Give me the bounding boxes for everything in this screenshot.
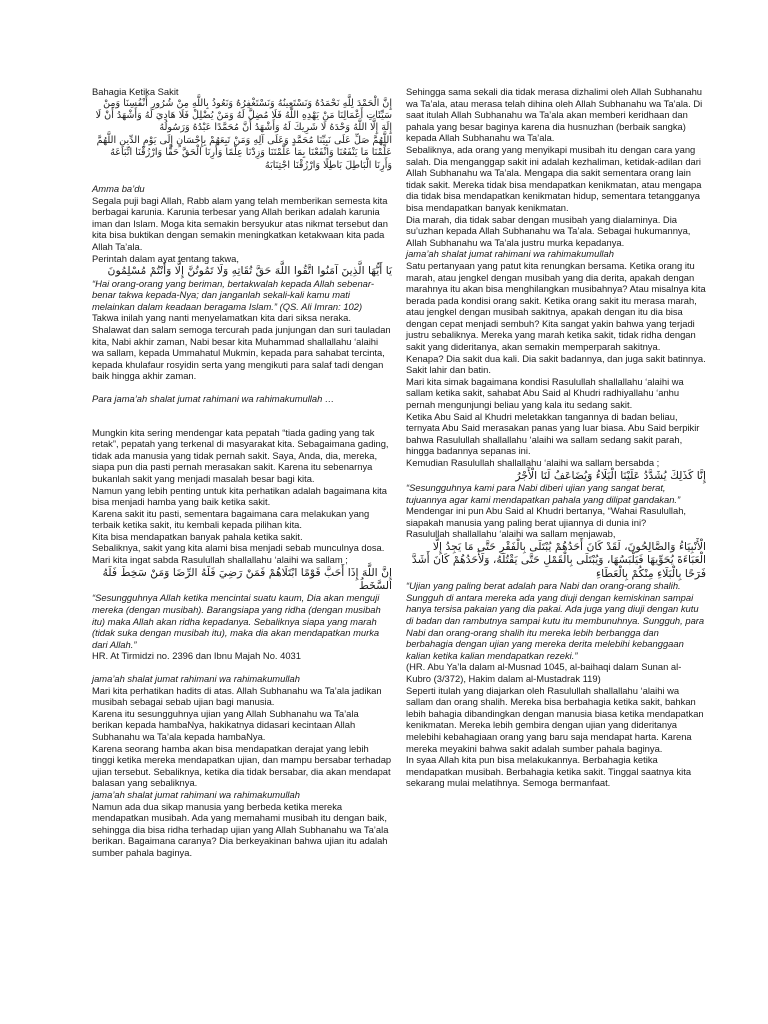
paragraph: Mendengar ini pun Abu Said al Khudri bertanya, “Wahai Rasulullah, siapakah manusia yang paling berat ujiannya di dunia ini?: [406, 505, 687, 528]
paragraph: Mungkin kita sering mendengar kata pepatah “tiada gading yang tak retak”, pepatah yang terkenal di masyarakat kita. Sebagaimana gading, tidak ada manusia yang tidak pernah sakit. Saya, Anda, dia, mereka, siapa pun dia pasti pernah merasakan sakit. Karena itu sebenarnya bukanlah sakit yang menjadi masalah besar bagi kita.: [92, 426, 389, 484]
italic-paragraph: “Ujian yang paling berat adalah para Nabi dan orang-orang shalih. Sungguh di antara mereka ada yang diuji dengan kemiskinan sampai hanya tersisa pakaian yang dia pakai. Ada juga yang diuji dengan kutu di badan dan rambutnya sampai kutu itu membunuhnya. Sungguh, para Nabi dan orang-orang shalih itu mereka lebih berbangga dan berbahagia dengan ujian yang mereka derita melebihi kebanggaan kalian ketika kalian mendapatkan rezeki.”: [406, 580, 705, 661]
right-column: [406, 86, 706, 789]
paragraph: Karena seorang hamba akan bisa mendapatkan derajat yang lebih tinggi ketika mereka mendapatkan ujian, dan mampu bersabar terhadap ujian tersebut. Sebaliknya, ketika dia tidak bersabar, dia akan mendapat balasan yang sebaliknya.: [92, 742, 392, 789]
spacer: [92, 662, 392, 673]
paragraph: Rasulullah shallallahu ‘alaihi wa sallam menjawab,: [406, 528, 616, 540]
paragraph: Mari kita simak bagaimana kondisi Rasulullah shallallahu ‘alaihi wa sallam ketika sakit, sahabat Abu Said al Khudri radhiyallahu ‘anhu pernah mengunjungi beliau yang kala itu sedang sakit.: [406, 375, 684, 411]
paragraph: Namun yang lebih penting untuk kita perhatikan adalah bagaimana kita bisa menjadi hamba yang baik ketika sakit.: [92, 484, 387, 508]
paragraph: Kemudian Rasulullah shallallahu ‘alaihi wa sallam bersabda ;: [406, 457, 660, 468]
spacer: [92, 382, 392, 393]
italic-paragraph: Amma ba’du: [92, 183, 145, 195]
paragraph: Segala puji bagi Allah, Rabb alam yang telah memberikan semesta kita berbagai karunia. Karunia terbesar yang Allah berikan adalah karunia iman dan Islam. Moga kita semakin bersyukur atas nikmat tersebut dan kita bisa buktikan dengan semakin meningkatkan ketakwaan kita pada Allah Ta’ala.: [92, 194, 388, 252]
paragraph: Shalawat dan salam semoga tercurah pada junjungan dan suri tauladan kita, Nabi akhir zaman, Nabi besar kita Muhammad shallallahu ‘alaihi wa sallam, kepada Ummahatul Mukmin, kepada para sahabat tercinta, kepada khulafaur rosyidin serta yang mengikuti para salaf tadi dengan baik hingga akhir zaman.: [92, 323, 391, 382]
paragraph: Ketika Abu Said al Khudri meletakkan tangannya di badan beliau, ternyata Abu Said merasakan panas yang luar biasa. Abu Said berpikir bahwa Rasulullah shallallahu ‘alaihi wa sallam sedang sakit parah, hingga badannya sepanas ini.: [406, 410, 700, 457]
arabic-verse: إِنَّا كَذَلِكَ يُشَدَّدُ عَلَيْنَا الْبَلَاءُ وَيُضَاعَفُ لَنَا الْأَجْرُ: [515, 468, 706, 482]
paragraph: Sebaliknya, ada orang yang menyikapi musibah itu dengan cara yang salah. Dia menganggap sakit ini adalah kezhaliman, ketidak-adilan dari Allah Subhanahu wa Ta’ala. Mengapa dia sakit sementara orang lain tidak sakit. Mereka tidak bisa mendapatkan kenikmatan, atau mengapa dia tidak bisa mendapatkan kenikmatan hidup, sementara tetangganya bisa mendapatkan banyak kenikmatan.: [406, 143, 702, 213]
italic-paragraph: jama’ah shalat jumat rahimani wa rahimakumullah: [92, 673, 300, 685]
paragraph: Kenapa? Dia sakit dua kali. Dia sakit badannya, dan juga sakit batinnya. Sakit lahir dan batin.: [406, 352, 706, 376]
arabic-verse: الْأَنْبِيَاءُ وَالصَّالِحُونَ، لَقَدْ كَانَ أَحَدُهُمْ يُبْتَلَى بِالْفَقْرِ حَتَّى مَا يَجِدُ إِلَّا الْعَبَاءَةَ يُحَوِّيهَا فَيَلْبَسُهَا، وَيُبْتَلَى بِالْقَمْلِ حَتَّى يَقْتُلَهُ، وَلَأَحَدُهُمْ كَانَ أَشَدَّ فَرَحًا بِالْبَلَاءِ مِنْكُمْ بِالْعَطَاءِ: [411, 539, 706, 580]
arabic-verse: يَا أَيُّهَا الَّذِينَ آمَنُوا اتَّقُوا اللَّهَ حَقَّ تُقَاتِهِ وَلَا تَمُوتُنَّ إِلَّا وَأَنْتُمْ مُسْلِمُونَ: [107, 264, 392, 278]
italic-paragraph: jama’ah shalat jumat rahimani wa rahimakumullah: [92, 788, 300, 800]
paragraph: Takwa inilah yang nanti menyelamatkan kita dari siksa neraka.: [92, 312, 351, 324]
paragraph: In syaa Allah kita pun bisa melakukannya. Berbahagia ketika mendapatkan musibah. Berbahagia ketika sakit. Tinggal saatnya kita sekarang mulai melatihnya. Semoga bermanfaat.: [406, 754, 692, 789]
italic-paragraph: “Sesungguhnya kami para Nabi diberi ujian yang sangat berat, tujuannya agar kami mendapatkan pahala yang dilipat gandakan.”: [406, 482, 681, 505]
paragraph: Sehingga sama sekali dia tidak merasa dizhalimi oleh Allah Subhanahu wa Ta’ala, atau merasa telah dihina oleh Allah Subhanahu wa Ta’ala. Di saat itulah Allah Subhanahu wa Ta’ala akan memberi keridhaan dan pahala yang besar baginya karena dia husnuzhan (berbaik sangka) kepada Allah Subhanahu wa Ta’ala.: [406, 86, 703, 144]
spacer: [92, 405, 392, 416]
italic-paragraph: “Hai orang-orang yang beriman, bertakwalah kepada Allah sebenar-benar takwa kepada-Nya; dan janganlah sekali-kali kamu mati melainkan dalam keadaan beragama Islam.” (QS. Ali Imran: 102): [92, 277, 374, 312]
paragraph: Karena itu sesungguhnya ujian yang Allah Subhanahu wa Ta’ala berikan kepada hambaNya, hakikatnya didasari kecintaan Allah Subhanahu wa Ta’ala kepada hambaNya.: [92, 707, 359, 742]
arabic-text: اللَّهُمَّ صَلِّ عَلَى نَبِيِّنَا مُحَمَّدٍ وَعَلَى آلِهِ وَمَنْ تَبِعَهُمْ بِإِحْسَانٍ إِلَى يَوْمِ الدِّينِ اللَّهُمَّ عَلِّمْنَا مَا يَنْفَعُنَا وَانْفَعْنَا بِمَا عَلَّمْتَنَا وَزِدْنَا عِلْمًا وَأَرِنَا الْحَقَّ حَقًّا وَارْزُقْنَا اتِّبَاعَهُ وَأَرِنَا الْبَاطِلَ بَاطِلًا وَارْزُقْنَا اجْتِنَابَهُ: [96, 134, 392, 171]
arabic-text: إِنَّ الْحَمْدَ لِلَّهِ نَحْمَدُهُ وَنَسْتَعِينُهُ وَنَسْتَغْفِرُهُ وَنَعُوذُ بِاللَّهِ مِنْ شُرُورِ أَنْفُسِنَا وَمِنْ سَيِّئَاتِ أَعْمَالِنَا مَنْ يَهْدِهِ اللَّهُ فَلَا مُضِلَّ لَهُ وَمَنْ يُضْلِلْ فَلَا هَادِيَ لَهُ وَأَشْهَدُ أَنْ لَا إِلَهَ إِلَّا اللَّهُ وَحْدَهُ لَا شَرِيكَ لَهُ وَأَشْهَدُ أَنَّ مُحَمَّدًا عَبْدُهُ وَرَسُولُهُ: [95, 97, 392, 134]
paragraph: Karena sakit itu pasti, sementara bagaimana cara melakukan yang terbaik ketika sakit, itu kembali kepada pilihan kita.: [92, 507, 370, 531]
left-column: [92, 86, 392, 859]
spacer: [92, 416, 392, 427]
paragraph: Seperti itulah yang diajarkan oleh Rasulullah shallallahu ‘alaihi wa sallam dan orang shalih. Mereka bisa berbahagia ketika sakit, bahkan lebih bahagia dibandingkan dengan manusia biasa ketika mendapatkan kenikmatan. Mereka lebih gembira dengan ujian yang dideritanya melebihi kebahagiaan orang yang baru saja mendapat harta. Karena mereka meyakini bahwa sakit adalah sumber pahala baginya.: [406, 684, 704, 754]
paragraph: Kita bisa mendapatkan banyak pahala ketika sakit.: [92, 530, 303, 542]
paragraph: HR. At Tirmidzi no. 2396 dan Ibnu Majah No. 4031: [92, 650, 301, 662]
paragraph: Perintah dalam ayat tentang takwa,: [92, 252, 239, 264]
paragraph: Satu pertanyaan yang patut kita renungkan bersama. Ketika orang itu marah, atau jengkel dengan musibah yang dia derita, apakah dengan marahnya itu akan bisa menghilangkan musibahnya? Atau misalnya kita berada pada kondisi orang sakit. Ketika orang sakit itu merasa marah, atau jengkel dengan musibah sakitnya, apakah dengan itu dia bisa dengan cepat menjadi sembuh? Kita sangat yakin bahwa yang terjadi justru sebaliknya. Mereka yang marah ketika sakit, tidak ridha dengan sakit yang dideritanya, akan semakin memperparah sakitnya.: [406, 259, 706, 353]
paragraph: Mari kita ingat sabda Rasulullah shallallahu ‘alaihi wa sallam ;: [92, 554, 348, 566]
paragraph: Sebaliknya, sakit yang kita alami bisa menjadi sebab munculnya dosa.: [92, 542, 385, 554]
spacer: [92, 172, 392, 183]
italic-paragraph: jama’ah shalat jumat rahimani wa rahimakumullah: [406, 248, 614, 260]
document-title: Bahagia Ketika Sakit: [92, 86, 179, 97]
italic-paragraph: “Sesungguhnya Allah ketika mencintai suatu kaum, Dia akan menguji mereka (dengan musibah). Barangsiapa yang ridha (dengan musibah itu) maka Allah akan ridha kepadanya. Sebaliknya siapa yang marah (tidak suka dengan musibah itu), maka dia akan mendapatkan murka dari Allah.”: [92, 592, 381, 650]
paragraph: Mari kita perhatikan hadits di atas. Allah Subhanahu wa Ta’ala jadikan musibah sebagai sebab ujian bagi manusia.: [92, 684, 382, 708]
arabic-verse: إِنَّ اللَّهَ إِذَا أَحَبَّ قَوْمًا ابْتَلَاهُمْ فَمَنْ رَضِيَ فَلَهُ الرِّضَا وَمَنْ سَخِطَ فَلَهُ السَّخَطُ: [102, 565, 392, 593]
italic-paragraph: Para jama’ah shalat jumat rahimani wa rahimakumullah …: [92, 392, 335, 404]
paragraph: Dia marah, dia tidak sabar dengan musibah yang dialaminya. Dia su’uzhan kepada Allah Subhanahu wa Ta’ala. Sebagai hukumannya, Allah Subhanahu wa Ta’ala justru murka kepadanya.: [406, 213, 691, 248]
paragraph: (HR. Abu Ya’la dalam al-Musnad 1045, al-baihaqi dalam Sunan al-Kubro (3/372), Hakim dalam al-Mustadrak 119): [406, 661, 682, 684]
paragraph: Namun ada dua sikap manusia yang berbeda ketika mereka mendapatkan musibah. Ada yang memahami musibah itu dengan baik, sehingga dia bisa ridha terhadap ujian yang Allah Subhanahu wa Ta’ala berikan. Bagaimana caranya? Dia berkeyakinan bahwa ujian itu adalah sumber pahala baginya.: [92, 800, 389, 858]
